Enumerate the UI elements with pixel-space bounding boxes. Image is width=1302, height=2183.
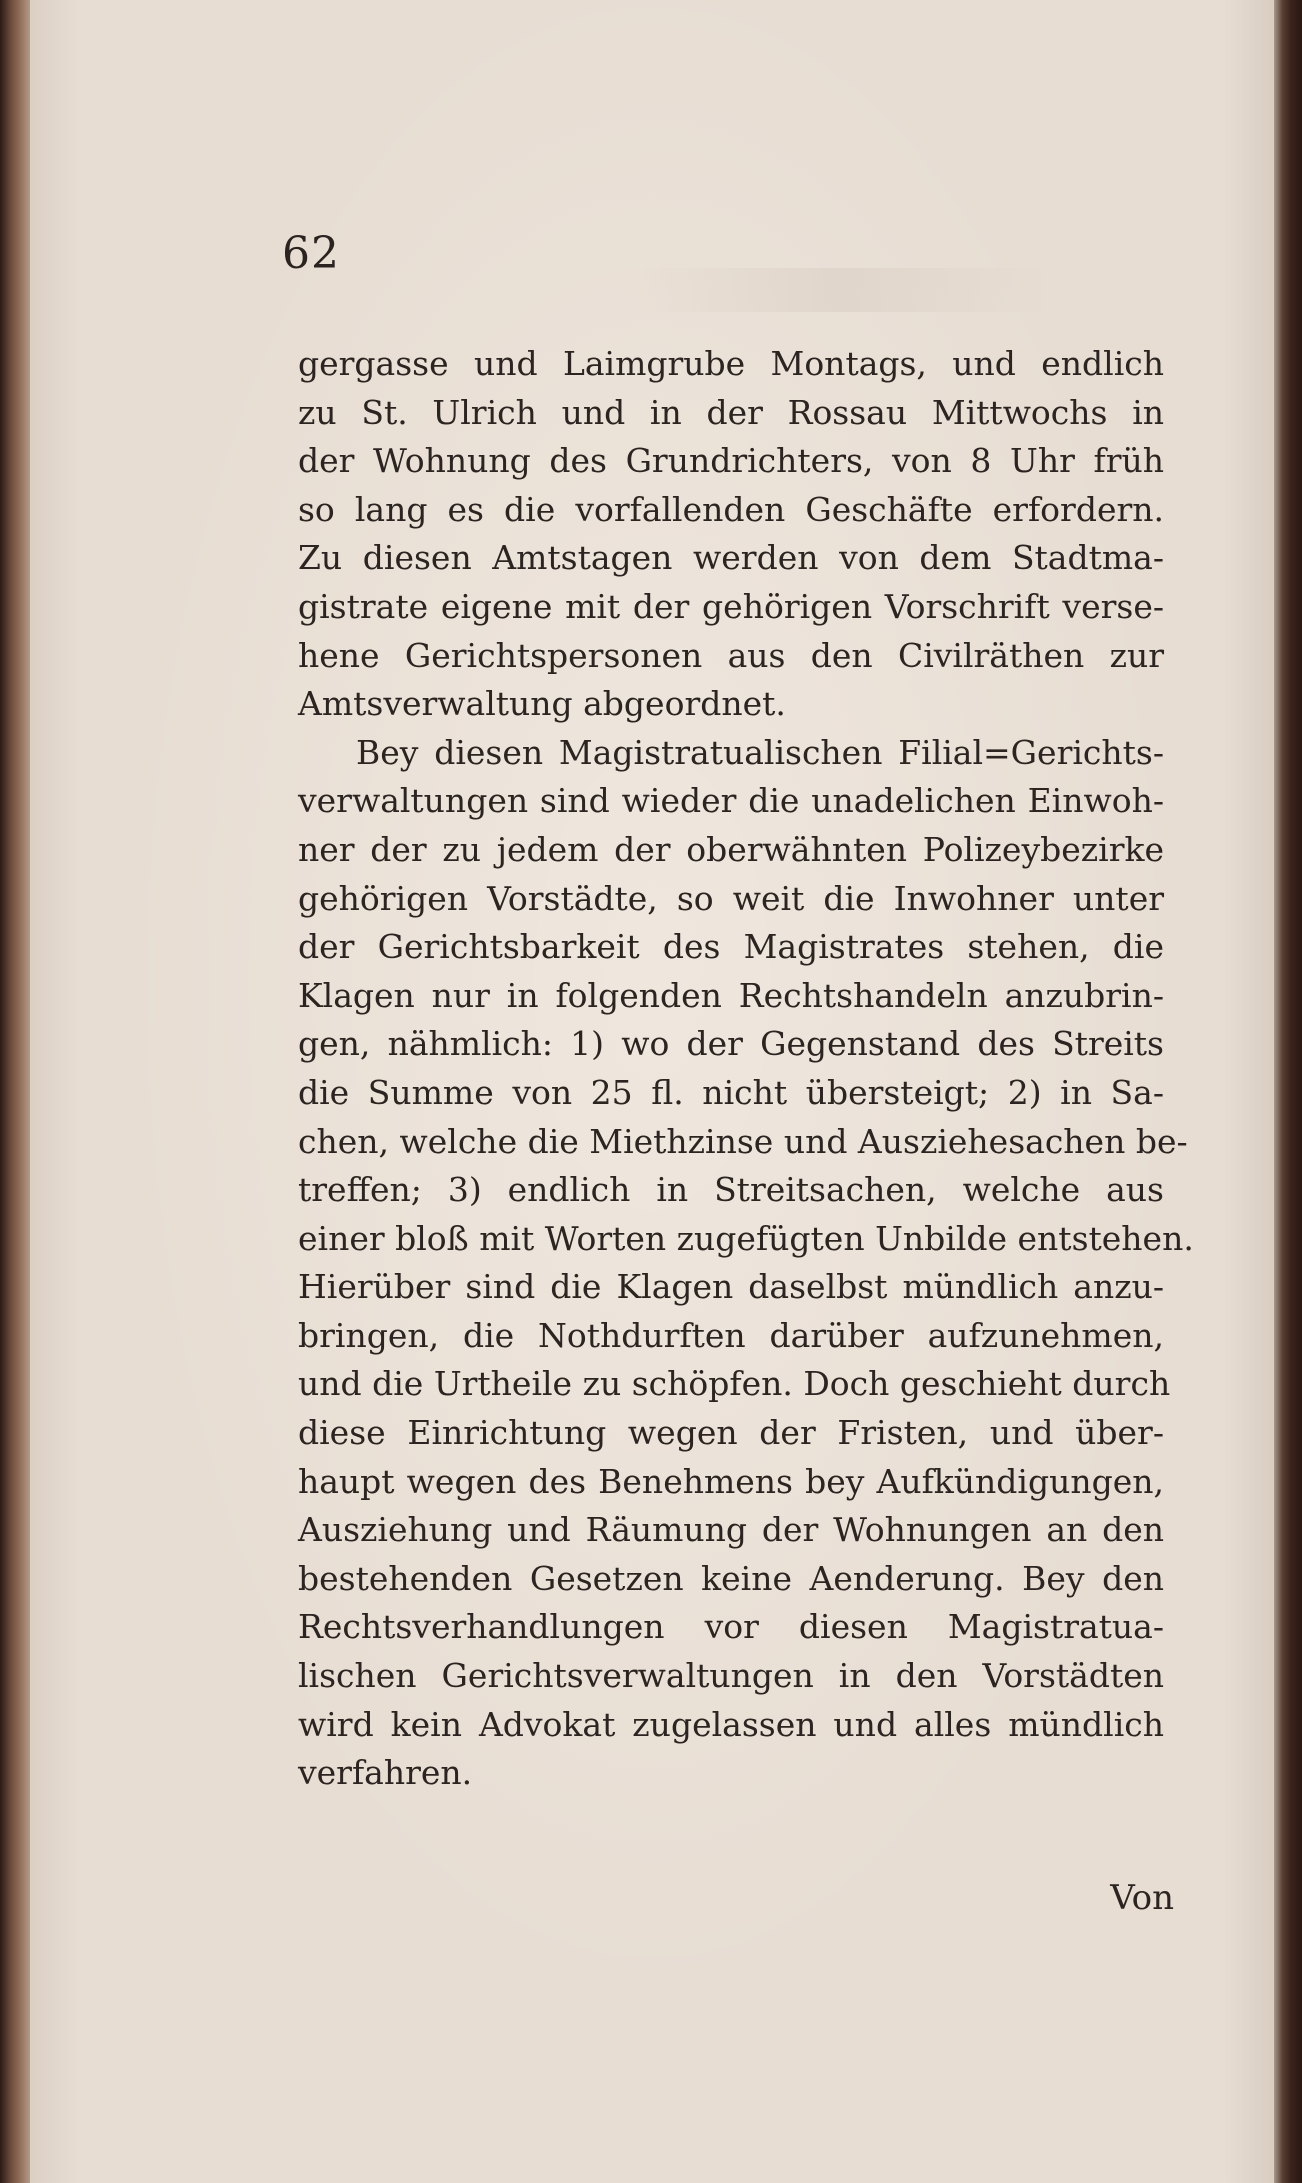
text-line: haupt wegen des Benehmens bey Aufkündigungen, [298,1461,1164,1501]
text-line: verfahren. [298,1753,473,1793]
text-line: Zu diesen Amtstagen werden von dem Stadtma- [298,538,1164,578]
text-line: bringen, die Nothdurften darüber aufzunehmen, [298,1315,1164,1355]
text-line: gehörigen Vorstädte, so weit die Inwohner unter [298,878,1164,918]
text-line: der Wohnung des Grundrichters, von 8 Uhr früh [298,441,1164,481]
body-text [298,340,1194,1798]
text-line: Rechtsverhandlungen vor diesen Magistratua- [298,1607,1164,1647]
text-line: so lang es die vorfallenden Geschäfte erfordern. [298,489,1164,529]
paragraph-start-line: Bey diesen Magistratualischen Filial=Gerichts- [356,732,1164,772]
text-line: einer bloß mit Worten zugefügten Unbilde entstehen. [298,1218,1194,1258]
text-line: hene Gerichtspersonen aus den Civilräthen zur [298,635,1164,675]
text-line: die Summe von 25 fl. nicht übersteigt; 2) in Sa- [298,1072,1164,1112]
bleed-through-shadow [630,268,1050,312]
text-line: und die Urtheile zu schöpfen. Doch geschieht durch [298,1364,1171,1404]
text-line: Klagen nur in folgenden Rechtshandeln anzubrin- [298,975,1164,1015]
book-spine-edge [0,0,30,2183]
text-line: zu St. Ulrich und in der Rossau Mittwochs in [298,392,1164,432]
catchword: Von [1110,1878,1174,1918]
book-fore-edge [1274,0,1302,2183]
text-line: chen, welche die Miethzinse und Ausziehesachen be- [298,1121,1188,1161]
text-line: der Gerichtsbarkeit des Magistrates stehen, die [298,927,1164,967]
text-line: Hierüber sind die Klagen daselbst mündlich anzu- [298,1267,1164,1307]
text-line: gen, nähmlich: 1) wo der Gegenstand des Streits [298,1024,1164,1064]
text-line: gistrate eigene mit der gehörigen Vorschrift verse- [298,586,1164,626]
text-line: diese Einrichtung wegen der Fristen, und über- [298,1413,1164,1453]
text-line: Amtsverwaltung abgeordnet. [298,684,786,724]
text-line: gergasse und Laimgrube Montags, und endlich [298,344,1164,383]
text-line: lischen Gerichtsverwaltungen in den Vorstädten [298,1656,1164,1696]
text-line: treffen; 3) endlich in Streitsachen, welche aus [298,1170,1164,1210]
page-number: 62 [282,228,340,279]
text-line: verwaltungen sind wieder die unadelichen Einwoh- [298,781,1164,821]
text-line: ner der zu jedem der oberwähnten Polizeybezirke [298,829,1164,869]
text-line: wird kein Advokat zugelassen und alles mündlich [298,1704,1164,1744]
text-line: bestehenden Gesetzen keine Aenderung. Bey den [298,1558,1164,1598]
text-line: Ausziehung und Räumung der Wohnungen an den [298,1510,1164,1550]
